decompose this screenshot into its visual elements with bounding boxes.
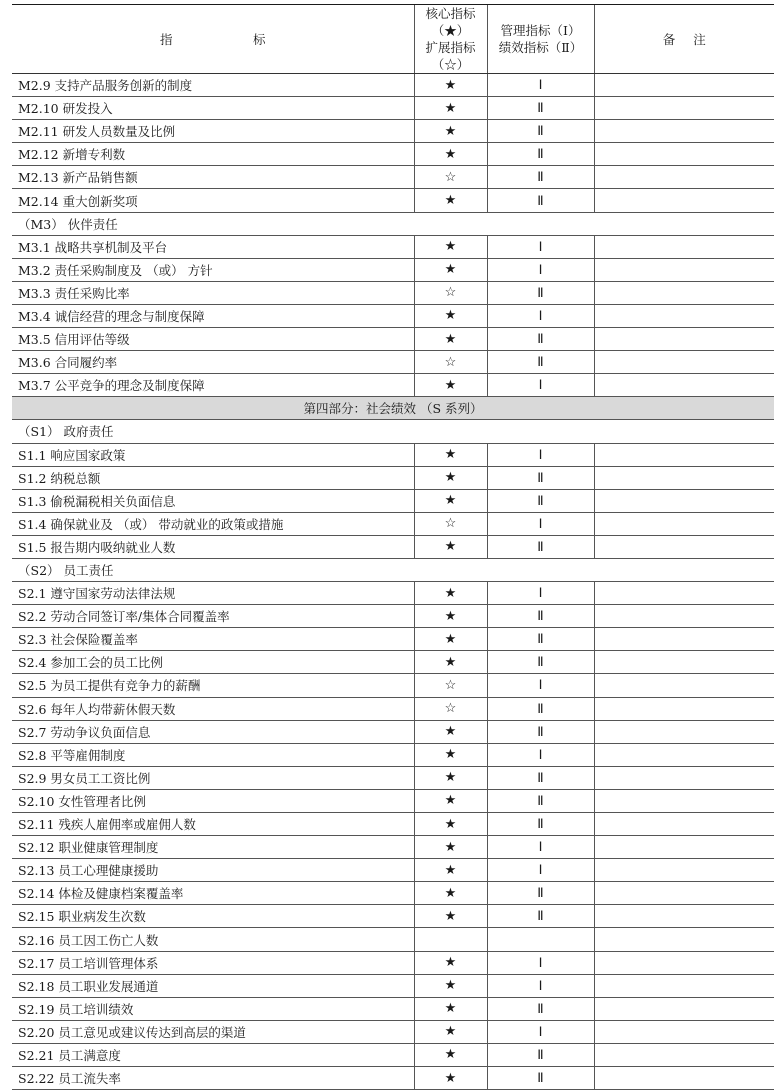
core-ext-mark: ★ — [414, 143, 487, 166]
core-ext-mark: ★ — [414, 535, 487, 558]
indicator-name: S2.11 残疾人雇佣率或雇佣人数 — [12, 813, 414, 836]
mgmt-perf-type: Ⅱ — [487, 489, 594, 512]
section-heading: （M3） 伙伴责任 — [12, 212, 774, 235]
indicator-name: S2.10 女性管理者比例 — [12, 789, 414, 812]
remark-cell — [594, 489, 774, 512]
mgmt-perf-type: Ⅱ — [487, 697, 594, 720]
mgmt-perf-type: Ⅱ — [487, 905, 594, 928]
mgmt-perf-type: Ⅱ — [487, 466, 594, 489]
remark-cell — [594, 535, 774, 558]
mgmt-perf-type: Ⅰ — [487, 512, 594, 535]
table-row — [12, 166, 774, 189]
indicator-name: S2.12 职业健康管理制度 — [12, 836, 414, 859]
mgmt-perf-type: Ⅰ — [487, 258, 594, 281]
table-row — [12, 836, 774, 859]
core-ext-mark: ☆ — [414, 166, 487, 189]
indicator-name: S2.8 平等雇佣制度 — [12, 743, 414, 766]
core-ext-mark: ☆ — [414, 281, 487, 304]
core-ext-mark: ☆ — [414, 351, 487, 374]
remark-cell — [594, 143, 774, 166]
indicator-name: M3.3 责任采购比率 — [12, 281, 414, 304]
core-ext-mark: ★ — [414, 97, 487, 120]
remark-cell — [594, 905, 774, 928]
table-row — [12, 882, 774, 905]
indicator-name: S1.5 报告期内吸纳就业人数 — [12, 535, 414, 558]
mgmt-perf-type: Ⅰ — [487, 836, 594, 859]
part-heading: 第四部分：社会绩效 （S 系列） — [12, 397, 774, 420]
remark-cell — [594, 74, 774, 97]
remark-cell — [594, 1067, 774, 1090]
table-row — [12, 651, 774, 674]
mgmt-perf-type — [487, 928, 594, 951]
mgmt-perf-type: Ⅱ — [487, 813, 594, 836]
indicator-name: S2.16 员工因工伤亡人数 — [12, 928, 414, 951]
mgmt-perf-type: Ⅰ — [487, 859, 594, 882]
table-body — [12, 74, 774, 1090]
table-row — [12, 235, 774, 258]
mgmt-perf-type: Ⅰ — [487, 374, 594, 397]
remark-cell — [594, 974, 774, 997]
part-heading-row — [12, 397, 774, 420]
indicator-name: S1.1 响应国家政策 — [12, 443, 414, 466]
core-ext-mark: ☆ — [414, 697, 487, 720]
core-ext-mark: ★ — [414, 1020, 487, 1043]
table-row — [12, 720, 774, 743]
mgmt-perf-type: Ⅱ — [487, 789, 594, 812]
table-row — [12, 1043, 774, 1066]
section-heading-row — [12, 420, 774, 443]
core-ext-mark: ★ — [414, 258, 487, 281]
table-row — [12, 859, 774, 882]
remark-cell — [594, 281, 774, 304]
table-row — [12, 628, 774, 651]
indicator-name: M2.10 研发投入 — [12, 97, 414, 120]
header-core-ext — [414, 5, 487, 74]
table-row — [12, 189, 774, 212]
indicator-name: M3.4 诚信经营的理念与制度保障 — [12, 304, 414, 327]
table-header-row — [12, 5, 774, 74]
core-ext-mark: ★ — [414, 859, 487, 882]
mgmt-perf-type: Ⅱ — [487, 997, 594, 1020]
indicator-name: S1.4 确保就业及 （或） 带动就业的政策或措施 — [12, 512, 414, 535]
core-ext-mark: ☆ — [414, 512, 487, 535]
mgmt-perf-type: Ⅱ — [487, 605, 594, 628]
indicator-name: S2.2 劳动合同签订率/集体合同覆盖率 — [12, 605, 414, 628]
indicator-name: S2.3 社会保险覆盖率 — [12, 628, 414, 651]
indicator-name: M3.7 公平竞争的理念及制度保障 — [12, 374, 414, 397]
remark-cell — [594, 120, 774, 143]
mgmt-perf-type: Ⅰ — [487, 582, 594, 605]
mgmt-perf-type: Ⅱ — [487, 628, 594, 651]
indicator-name: S2.9 男女员工工资比例 — [12, 766, 414, 789]
table-row — [12, 328, 774, 351]
indicator-name: M2.9 支持产品服务创新的制度 — [12, 74, 414, 97]
section-heading: （S2） 员工责任 — [12, 558, 774, 581]
core-ext-mark: ★ — [414, 74, 487, 97]
mgmt-perf-type: Ⅱ — [487, 189, 594, 212]
indicator-name: S2.13 员工心理健康援助 — [12, 859, 414, 882]
core-ext-mark: ★ — [414, 1067, 487, 1090]
remark-cell — [594, 628, 774, 651]
indicator-name: S2.5 为员工提供有竞争力的薪酬 — [12, 674, 414, 697]
indicator-name: S2.18 员工职业发展通道 — [12, 974, 414, 997]
indicator-name: M2.11 研发人员数量及比例 — [12, 120, 414, 143]
table-row — [12, 1067, 774, 1090]
table-row — [12, 351, 774, 374]
table-row — [12, 74, 774, 97]
mgmt-perf-type: Ⅰ — [487, 951, 594, 974]
mgmt-perf-type: Ⅱ — [487, 766, 594, 789]
remark-cell — [594, 836, 774, 859]
indicator-name: M3.2 责任采购制度及 （或） 方针 — [12, 258, 414, 281]
indicator-name: S2.6 每年人均带薪休假天数 — [12, 697, 414, 720]
indicator-name: S2.15 职业病发生次数 — [12, 905, 414, 928]
table-row — [12, 997, 774, 1020]
mgmt-perf-type: Ⅰ — [487, 304, 594, 327]
table-row — [12, 120, 774, 143]
core-ext-mark: ★ — [414, 951, 487, 974]
header-indicator: 指 标 — [12, 5, 414, 74]
remark-cell — [594, 328, 774, 351]
table-row — [12, 582, 774, 605]
table-row — [12, 466, 774, 489]
table-row — [12, 512, 774, 535]
remark-cell — [594, 651, 774, 674]
remark-cell — [594, 189, 774, 212]
core-ext-mark: ★ — [414, 235, 487, 258]
mgmt-perf-type: Ⅱ — [487, 97, 594, 120]
remark-cell — [594, 951, 774, 974]
table-row — [12, 697, 774, 720]
remark-cell — [594, 882, 774, 905]
table-row — [12, 974, 774, 997]
core-ext-mark: ★ — [414, 443, 487, 466]
mgmt-perf-type: Ⅱ — [487, 882, 594, 905]
core-ext-mark: ★ — [414, 766, 487, 789]
core-ext-mark: ★ — [414, 304, 487, 327]
table-row — [12, 97, 774, 120]
header-ext-label: 扩展指标（☆） — [425, 40, 476, 72]
remark-cell — [594, 512, 774, 535]
section-heading-row — [12, 558, 774, 581]
mgmt-perf-type: Ⅱ — [487, 281, 594, 304]
core-ext-mark: ★ — [414, 189, 487, 212]
core-ext-mark: ★ — [414, 720, 487, 743]
indicator-name: S2.14 体检及健康档案覆盖率 — [12, 882, 414, 905]
mgmt-perf-type: Ⅱ — [487, 535, 594, 558]
remark-cell — [594, 766, 774, 789]
core-ext-mark: ★ — [414, 743, 487, 766]
indicator-name: M2.13 新产品销售额 — [12, 166, 414, 189]
remark-cell — [594, 304, 774, 327]
mgmt-perf-type: Ⅱ — [487, 1067, 594, 1090]
mgmt-perf-type: Ⅱ — [487, 120, 594, 143]
indicator-name: S2.7 劳动争议负面信息 — [12, 720, 414, 743]
mgmt-perf-type: Ⅱ — [487, 1043, 594, 1066]
section-heading-row — [12, 212, 774, 235]
core-ext-mark: ★ — [414, 466, 487, 489]
core-ext-mark: ★ — [414, 605, 487, 628]
indicator-name: S2.22 员工流失率 — [12, 1067, 414, 1090]
indicator-name: M3.6 合同履约率 — [12, 351, 414, 374]
remark-cell — [594, 720, 774, 743]
header-mgmt-label: 管理指标（Ⅰ） — [500, 23, 581, 38]
core-ext-mark: ★ — [414, 651, 487, 674]
remark-cell — [594, 351, 774, 374]
header-mgmt-perf — [487, 5, 594, 74]
table-row — [12, 374, 774, 397]
table-row — [12, 928, 774, 951]
table-row — [12, 766, 774, 789]
mgmt-perf-type: Ⅱ — [487, 328, 594, 351]
remark-cell — [594, 235, 774, 258]
remark-cell — [594, 258, 774, 281]
remark-cell — [594, 1020, 774, 1043]
indicator-name: M2.12 新增专利数 — [12, 143, 414, 166]
table-row — [12, 743, 774, 766]
core-ext-mark: ★ — [414, 882, 487, 905]
mgmt-perf-type: Ⅱ — [487, 166, 594, 189]
remark-cell — [594, 166, 774, 189]
header-core-label: 核心指标（★） — [425, 6, 476, 38]
remark-cell — [594, 1043, 774, 1066]
section-heading: （S1） 政府责任 — [12, 420, 774, 443]
core-ext-mark: ★ — [414, 489, 487, 512]
header-remark: 备注 — [594, 5, 774, 74]
table-row — [12, 813, 774, 836]
remark-cell — [594, 466, 774, 489]
mgmt-perf-type: Ⅰ — [487, 974, 594, 997]
table-row — [12, 605, 774, 628]
remark-cell — [594, 605, 774, 628]
table-row — [12, 258, 774, 281]
remark-cell — [594, 374, 774, 397]
indicator-name: M3.1 战略共享机制及平台 — [12, 235, 414, 258]
indicator-name: S2.17 员工培训管理体系 — [12, 951, 414, 974]
indicator-name: M2.14 重大创新奖项 — [12, 189, 414, 212]
table-row — [12, 443, 774, 466]
table-row — [12, 789, 774, 812]
core-ext-mark: ★ — [414, 328, 487, 351]
mgmt-perf-type: Ⅰ — [487, 1020, 594, 1043]
indicator-name: S2.1 遵守国家劳动法律法规 — [12, 582, 414, 605]
indicator-table — [12, 4, 774, 1090]
indicator-name: S2.20 员工意见或建议传达到高层的渠道 — [12, 1020, 414, 1043]
core-ext-mark: ★ — [414, 974, 487, 997]
core-ext-mark: ★ — [414, 997, 487, 1020]
remark-cell — [594, 582, 774, 605]
table-row — [12, 535, 774, 558]
remark-cell — [594, 859, 774, 882]
remark-cell — [594, 789, 774, 812]
indicator-name: S2.4 参加工会的员工比例 — [12, 651, 414, 674]
table-row — [12, 489, 774, 512]
core-ext-mark: ★ — [414, 813, 487, 836]
core-ext-mark: ★ — [414, 582, 487, 605]
core-ext-mark: ★ — [414, 628, 487, 651]
core-ext-mark: ★ — [414, 1043, 487, 1066]
core-ext-mark: ★ — [414, 905, 487, 928]
mgmt-perf-type: Ⅰ — [487, 674, 594, 697]
mgmt-perf-type: Ⅱ — [487, 143, 594, 166]
remark-cell — [594, 443, 774, 466]
core-ext-mark: ★ — [414, 374, 487, 397]
indicator-name: S1.2 纳税总额 — [12, 466, 414, 489]
table-row — [12, 674, 774, 697]
table-row — [12, 281, 774, 304]
mgmt-perf-type: Ⅰ — [487, 235, 594, 258]
remark-cell — [594, 813, 774, 836]
mgmt-perf-type: Ⅱ — [487, 720, 594, 743]
table-row — [12, 143, 774, 166]
table-row — [12, 1020, 774, 1043]
mgmt-perf-type: Ⅰ — [487, 743, 594, 766]
remark-cell — [594, 743, 774, 766]
header-perf-label: 绩效指标（Ⅱ） — [498, 40, 583, 55]
mgmt-perf-type: Ⅰ — [487, 443, 594, 466]
core-ext-mark: ★ — [414, 836, 487, 859]
indicator-name: M3.5 信用评估等级 — [12, 328, 414, 351]
table-row — [12, 905, 774, 928]
remark-cell — [594, 674, 774, 697]
indicator-name: S2.21 员工满意度 — [12, 1043, 414, 1066]
core-ext-mark — [414, 928, 487, 951]
mgmt-perf-type: Ⅱ — [487, 651, 594, 674]
remark-cell — [594, 928, 774, 951]
core-ext-mark: ★ — [414, 789, 487, 812]
indicator-name: S1.3 偷税漏税相关负面信息 — [12, 489, 414, 512]
core-ext-mark: ★ — [414, 120, 487, 143]
remark-cell — [594, 97, 774, 120]
indicator-name: S2.19 员工培训绩效 — [12, 997, 414, 1020]
core-ext-mark: ☆ — [414, 674, 487, 697]
remark-cell — [594, 997, 774, 1020]
mgmt-perf-type: Ⅱ — [487, 351, 594, 374]
table-row — [12, 304, 774, 327]
table-row — [12, 951, 774, 974]
mgmt-perf-type: Ⅰ — [487, 74, 594, 97]
remark-cell — [594, 697, 774, 720]
